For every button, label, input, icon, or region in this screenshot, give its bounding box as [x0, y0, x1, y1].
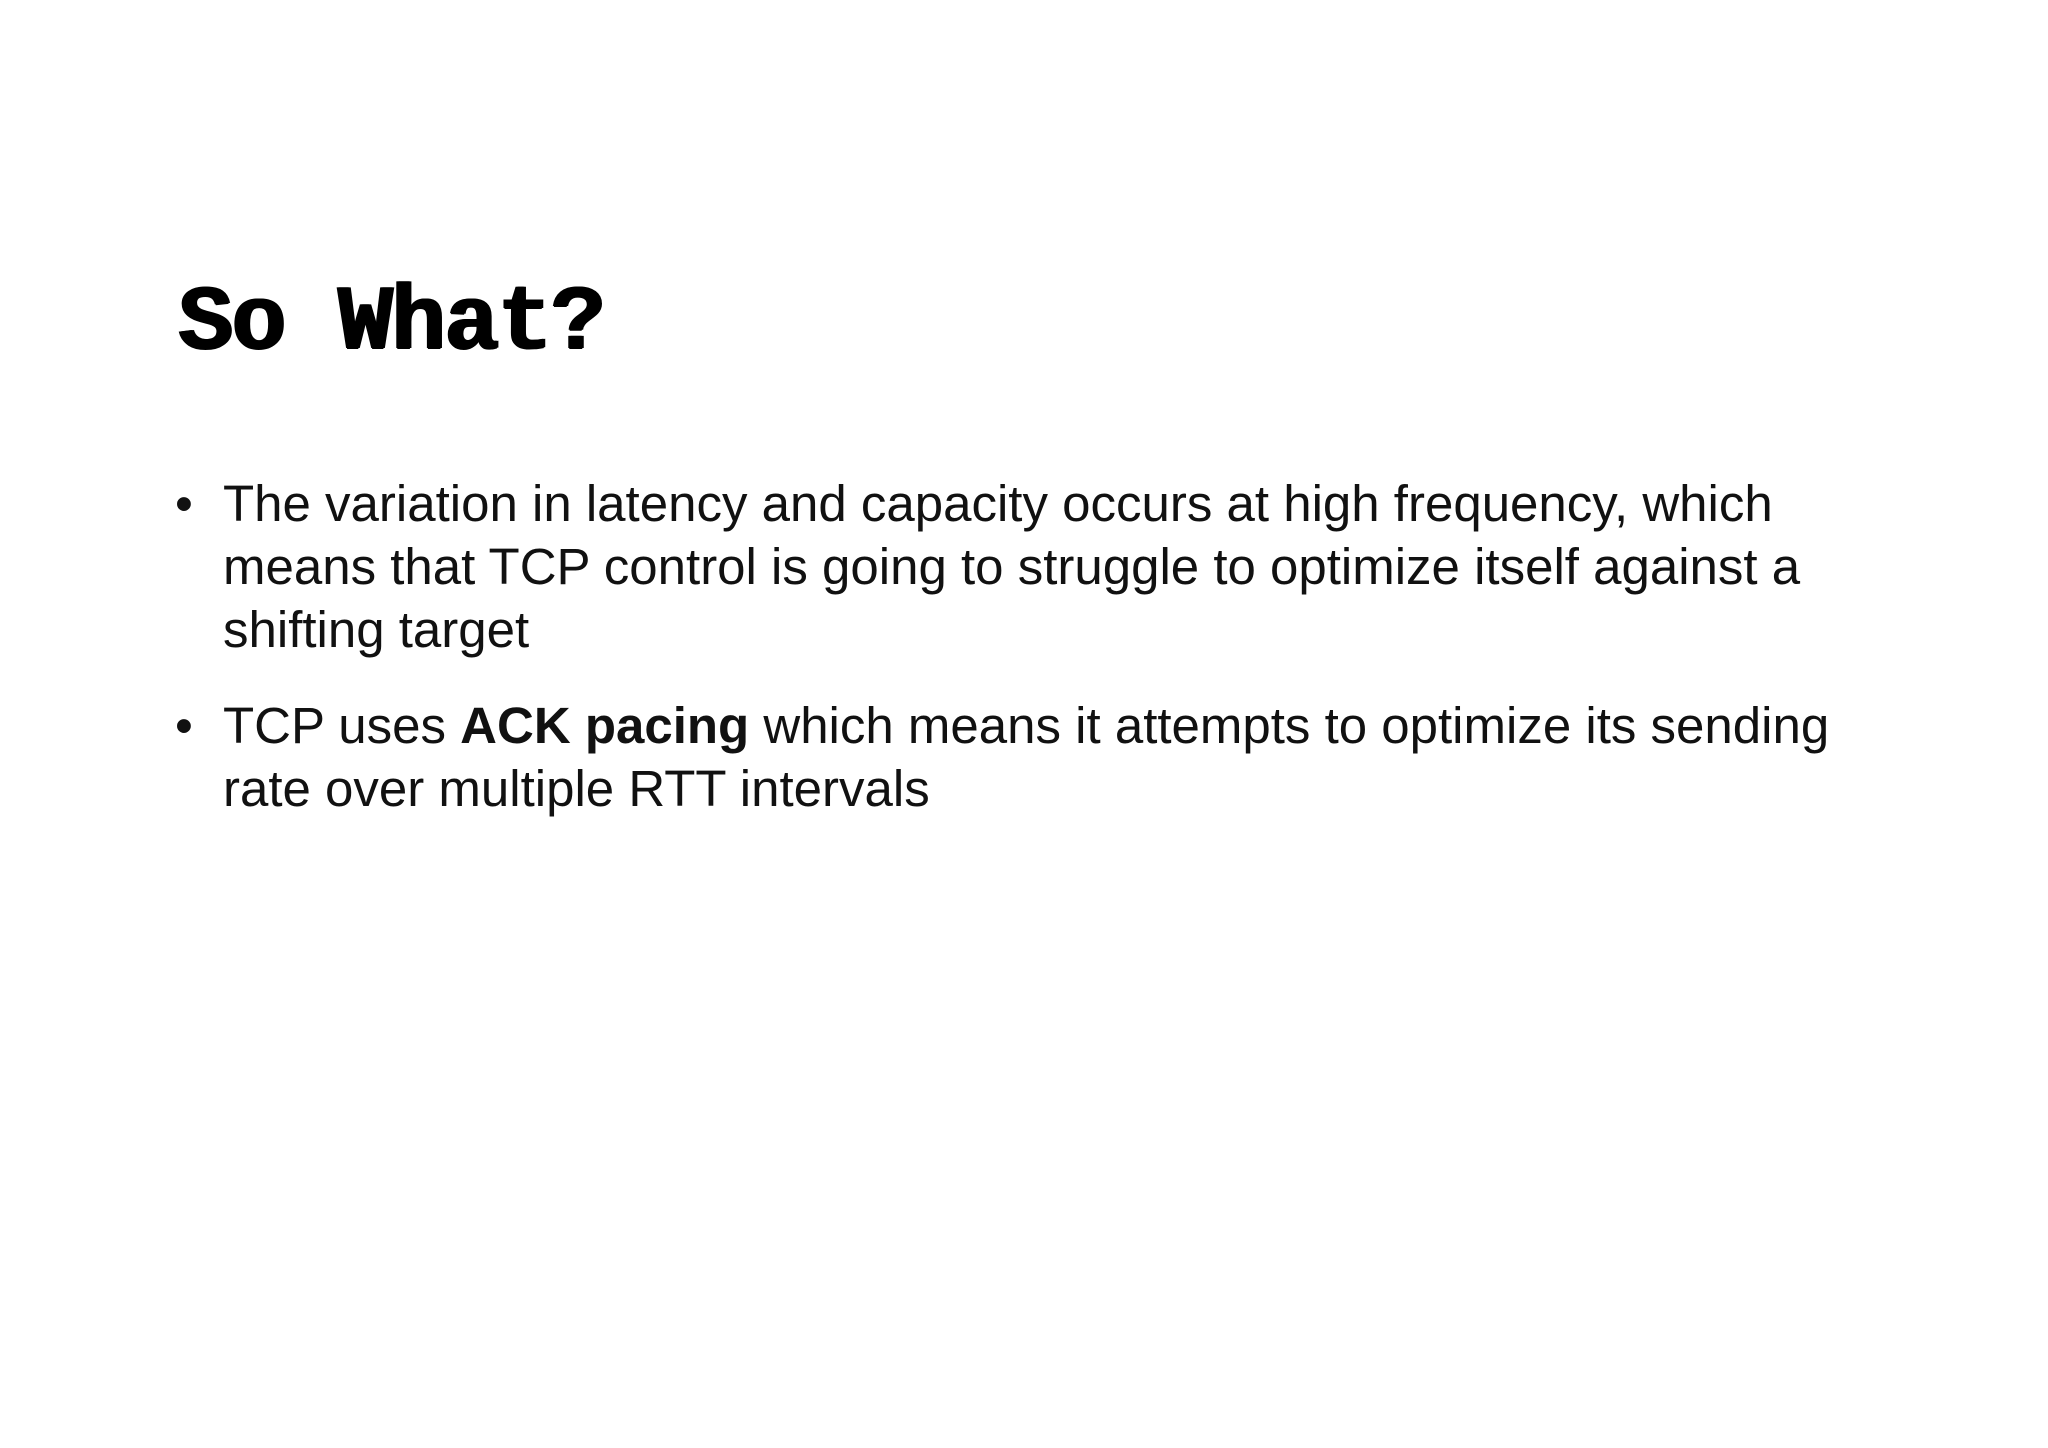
bullet-text: The variation in latency and capacity occurs at high frequency, which means that TCP control is going to struggle to optimize itself against a shifting target — [223, 475, 1801, 658]
bullet-list — [175, 472, 1875, 853]
bullet-emphasis: ACK pacing — [460, 697, 750, 754]
bullet-icon: • — [175, 475, 193, 532]
bullet-text-before: TCP uses — [223, 697, 461, 754]
bullet-icon: • — [175, 697, 193, 754]
bullet-item — [175, 694, 1875, 820]
slide-title: So What? — [178, 271, 604, 376]
bullet-text-after: which means it attempts to optimize its sending rate over multiple RTT intervals — [223, 697, 1830, 817]
bullet-item — [175, 472, 1875, 661]
